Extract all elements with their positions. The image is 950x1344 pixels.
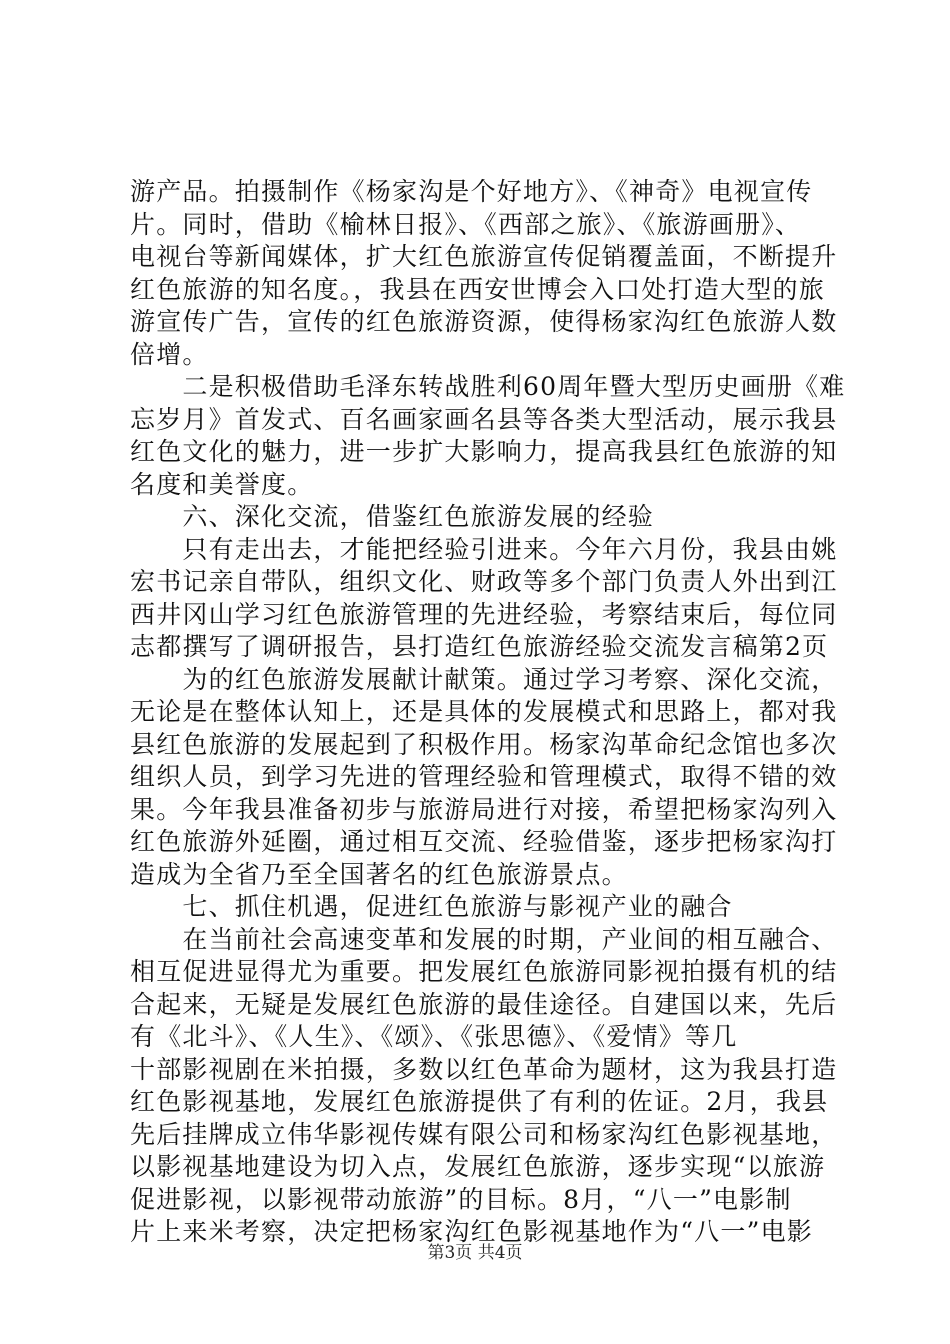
text-line: 组织人员，到学习先进的管理经验和管理模式，取得不错的效 bbox=[130, 762, 838, 791]
text-line: 游宣传广告，宣传的红色旅游资源，使得杨家沟红色旅游人数 bbox=[130, 307, 838, 336]
document-body bbox=[130, 176, 846, 1249]
text-line: 片。同时，借助《榆林日报》、《西部之旅》、《旅游画册》、 bbox=[130, 209, 802, 239]
text-line: 促进影视，以影视带动旅游”的目标。8月，“八一”电影制 bbox=[130, 1184, 792, 1214]
section-heading: 七、抓住机遇，促进红色旅游与影视产业的融合 bbox=[130, 892, 733, 921]
text-line: 志都撰写了调研报告，县打造红色旅游经验交流发言稿第2页 bbox=[130, 632, 829, 661]
text-line: 在当前社会高速变革和发展的时期，产业间的相互融合、 bbox=[130, 924, 838, 954]
text-line: 县红色旅游的发展起到了积极作用。杨家沟革命纪念馆也多次 bbox=[130, 729, 838, 759]
text-line: 十部影视剧在米拍摄，多数以红色革命为题材，这为我县打造 bbox=[130, 1054, 838, 1084]
text-line: 忘岁月》首发式、百名画家画名县等各类大型活动，展示我县 bbox=[130, 404, 838, 434]
page-footer bbox=[0, 1242, 950, 1264]
section-heading: 六、深化交流，借鉴红色旅游发展的经验 bbox=[130, 502, 655, 531]
text-line: 红色影视基地，发展红色旅游提供了有利的佐证。2月，我县 bbox=[130, 1087, 829, 1116]
text-line: 有《北斗》、《人生》、《颂》、《张思德》、《爱情》等几 bbox=[130, 1022, 738, 1051]
text-line: 先后挂牌成立伟华影视传媒有限公司和杨家沟红色影视基地， bbox=[130, 1119, 838, 1149]
text-line: 相互促进显得尤为重要。把发展红色旅游同影视拍摄有机的结 bbox=[130, 957, 838, 986]
text-line: 果。今年我县准备初步与旅游局进行对接，希望把杨家沟列入 bbox=[130, 794, 838, 824]
page-number-label: 第3页 共4页 bbox=[427, 1243, 523, 1263]
text-line: 造成为全省乃至全国著名的红色旅游景点。 bbox=[130, 859, 628, 889]
text-line: 片上来米考察，决定把杨家沟红色影视基地作为“八一”电影 bbox=[130, 1217, 813, 1246]
text-line: 倍增。 bbox=[130, 339, 209, 369]
text-line: 无论是在整体认知上，还是具体的发展模式和思路上，都对我 bbox=[130, 697, 838, 726]
text-line: 红色文化的魅力，进一步扩大影响力，提高我县红色旅游的知 bbox=[130, 437, 838, 466]
text-line: 红色旅游外延圈，通过相互交流、经验借鉴，逐步把杨家沟打 bbox=[130, 827, 838, 856]
text-line: 只有走出去，才能把经验引进来。今年六月份，我县由姚 bbox=[130, 534, 838, 564]
text-line: 以影视基地建设为切入点，发展红色旅游，逐步实现“以旅游 bbox=[130, 1152, 826, 1181]
text-line: 游产品。拍摄制作《杨家沟是个好地方》、《神奇》电视宣传 bbox=[130, 177, 813, 206]
text-line: 合起来，无疑是发展红色旅游的最佳途径。自建国以来，先后 bbox=[130, 989, 838, 1019]
text-line: 红色旅游的知名度。，我县在西安世博会入口处打造大型的旅 bbox=[130, 274, 825, 304]
text-line: 名度和美誉度。 bbox=[130, 469, 314, 499]
text-line: 西井冈山学习红色旅游管理的先进经验，考察结束后，每位同 bbox=[130, 599, 838, 629]
text-line: 二是积极借助毛泽东转战胜利60周年暨大型历史画册《难 bbox=[130, 372, 846, 401]
text-line: 电视台等新闻媒体，扩大红色旅游宣传促销覆盖面，不断提升 bbox=[130, 242, 838, 271]
text-line: 宏书记亲自带队，组织文化、财政等多个部门负责人外出到江 bbox=[130, 567, 838, 596]
text-line: 为的红色旅游发展献计献策。通过学习考察、深化交流， bbox=[130, 664, 838, 694]
